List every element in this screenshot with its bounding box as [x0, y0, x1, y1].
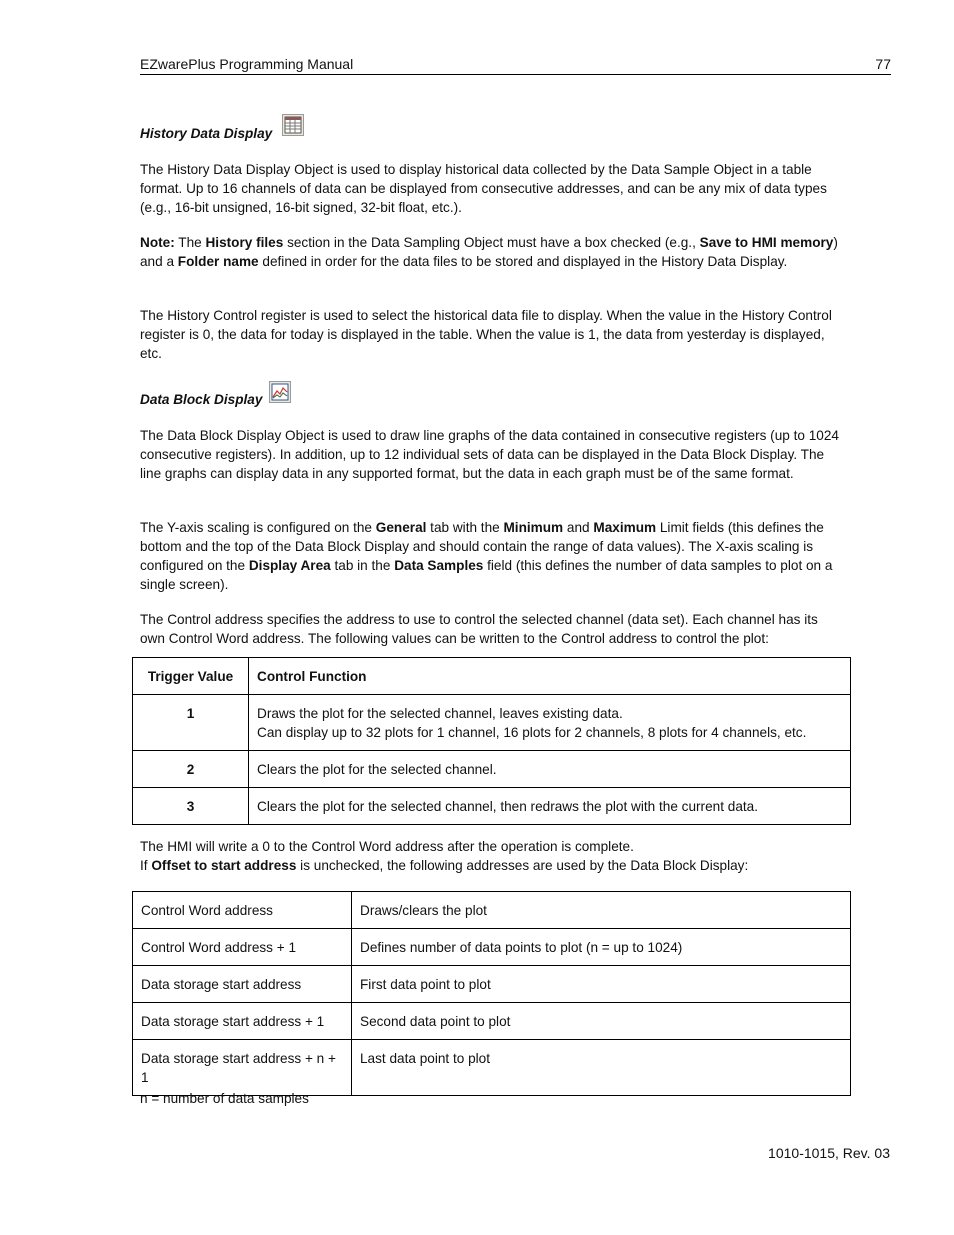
after-table-line-1: The HMI will write a 0 to the Control Word address after the operation is complete.	[140, 839, 634, 854]
address-cell: Control Word address	[133, 892, 352, 929]
trigger-value-cell: 1	[133, 695, 249, 751]
table-grid-icon	[282, 114, 304, 136]
page-header	[140, 56, 891, 75]
note-label: Note:	[140, 235, 175, 250]
axis-text-4: Limit fields (this defines the bottom and the top of the Data Block Display and should contain the range of data values). The X-axis scaling is configured on the	[140, 520, 824, 573]
table-row	[133, 1003, 851, 1040]
page-number: 77	[875, 56, 891, 72]
history-data-display-heading: History Data Display	[140, 126, 273, 141]
address-cell: Control Word address + 1	[133, 929, 352, 966]
address-cell: Data storage start address	[133, 966, 352, 1003]
table-header-row	[133, 658, 851, 695]
data-block-display-heading: Data Block Display	[140, 392, 263, 407]
description-cell: Second data point to plot	[352, 1003, 851, 1040]
note-text-4: defined in order for the data files to be stored and displayed in the History Data Display.	[258, 254, 788, 269]
table-row	[133, 966, 851, 1003]
table-row	[133, 788, 851, 825]
table-row	[133, 751, 851, 788]
document-code: 1010-1015, Rev. 03	[768, 1145, 890, 1161]
description-cell: Draws/clears the plot	[352, 892, 851, 929]
table-row	[133, 1040, 851, 1096]
control-function-cell	[249, 695, 851, 751]
table-row	[133, 892, 851, 929]
table-row	[133, 695, 851, 751]
control-function-line: Can display up to 32 plots for 1 channel, 16 plots for 2 channels, 8 plots for 4 channels, etc.	[257, 725, 807, 740]
control-function-header: Control Function	[249, 658, 851, 695]
axis-scaling-paragraph	[140, 518, 845, 594]
note-bold-folder-name: Folder name	[177, 254, 259, 269]
control-function-cell: Clears the plot for the selected channel, then redraws the plot with the current data.	[249, 788, 851, 825]
axis-bold-general: General	[375, 520, 427, 535]
control-address-paragraph: The Control address specifies the address to use to control the selected channel (data set). Each channel has its own Control Word address. The following values can be written to the Control address to control the plot:	[140, 612, 818, 646]
control-function-cell: Clears the plot for the selected channel.	[249, 751, 851, 788]
line-graph-icon	[269, 381, 291, 403]
offset-bold-start-address: Offset to start address	[151, 858, 297, 873]
table-footnote: n = number of data samples	[140, 1091, 309, 1106]
history-intro-paragraph: The History Data Display Object is used to display historical data collected by the Data Sample Object in a table format. Up to 16 channels of data can be displayed from consecutive addresses, and can be any mix of data types (e.g., 16-bit unsigned, 16-bit signed, 32-bit float, etc.).	[140, 162, 827, 215]
address-cell: Data storage start address + n + 1	[133, 1040, 352, 1096]
control-function-table	[132, 657, 851, 825]
manual-title: EZwarePlus Programming Manual	[140, 56, 354, 72]
axis-text-5: tab in the	[330, 558, 395, 573]
trigger-value-cell: 2	[133, 751, 249, 788]
offset-text-2: is unchecked, the following addresses are used by the Data Block Display:	[296, 858, 749, 873]
history-control-paragraph: The History Control register is used to select the historical data file to display. When the value in the History Control register is 0, the data for today is displayed in the table. When the value is 1, the data from yesterday is displayed, etc.	[140, 308, 832, 361]
axis-text-6: field (this defines the number of data samples to plot on a single screen).	[140, 558, 833, 592]
after-table-line-2	[140, 856, 845, 875]
history-note-paragraph	[140, 233, 845, 271]
note-text-3: ) and a	[140, 235, 838, 269]
offset-text-1: If	[140, 858, 152, 873]
address-table	[132, 891, 851, 1096]
axis-text-1: The Y-axis scaling is configured on the	[140, 520, 376, 535]
axis-bold-data-samples: Data Samples	[394, 558, 484, 573]
note-bold-save-to-hmi: Save to HMI memory	[699, 235, 834, 250]
table-row	[133, 929, 851, 966]
trigger-value-cell: 3	[133, 788, 249, 825]
note-bold-history-files: History files	[205, 235, 284, 250]
trigger-value-header: Trigger Value	[133, 658, 249, 695]
axis-bold-maximum: Maximum	[593, 520, 657, 535]
note-text-1: The	[174, 235, 206, 250]
address-cell: Data storage start address + 1	[133, 1003, 352, 1040]
axis-text-2: tab with the	[426, 520, 504, 535]
control-function-line: Draws the plot for the selected channel, leaves existing data.	[257, 706, 623, 721]
axis-text-3: and	[563, 520, 594, 535]
data-block-intro-paragraph: The Data Block Display Object is used to draw line graphs of the data contained in consecutive registers (up to 1024 consecutive registers). In addition, up to 12 individual sets of data can be displayed in the Data Block Display. The line graphs can display data in any supported format, but the data in each graph must be of the same format.	[140, 428, 839, 481]
axis-bold-display-area: Display Area	[248, 558, 331, 573]
axis-bold-minimum: Minimum	[503, 520, 564, 535]
note-text-2: section in the Data Sampling Object must have a box checked (e.g.,	[283, 235, 700, 250]
description-cell: Defines number of data points to plot (n = up to 1024)	[352, 929, 851, 966]
description-cell: First data point to plot	[352, 966, 851, 1003]
description-cell: Last data point to plot	[352, 1040, 851, 1096]
